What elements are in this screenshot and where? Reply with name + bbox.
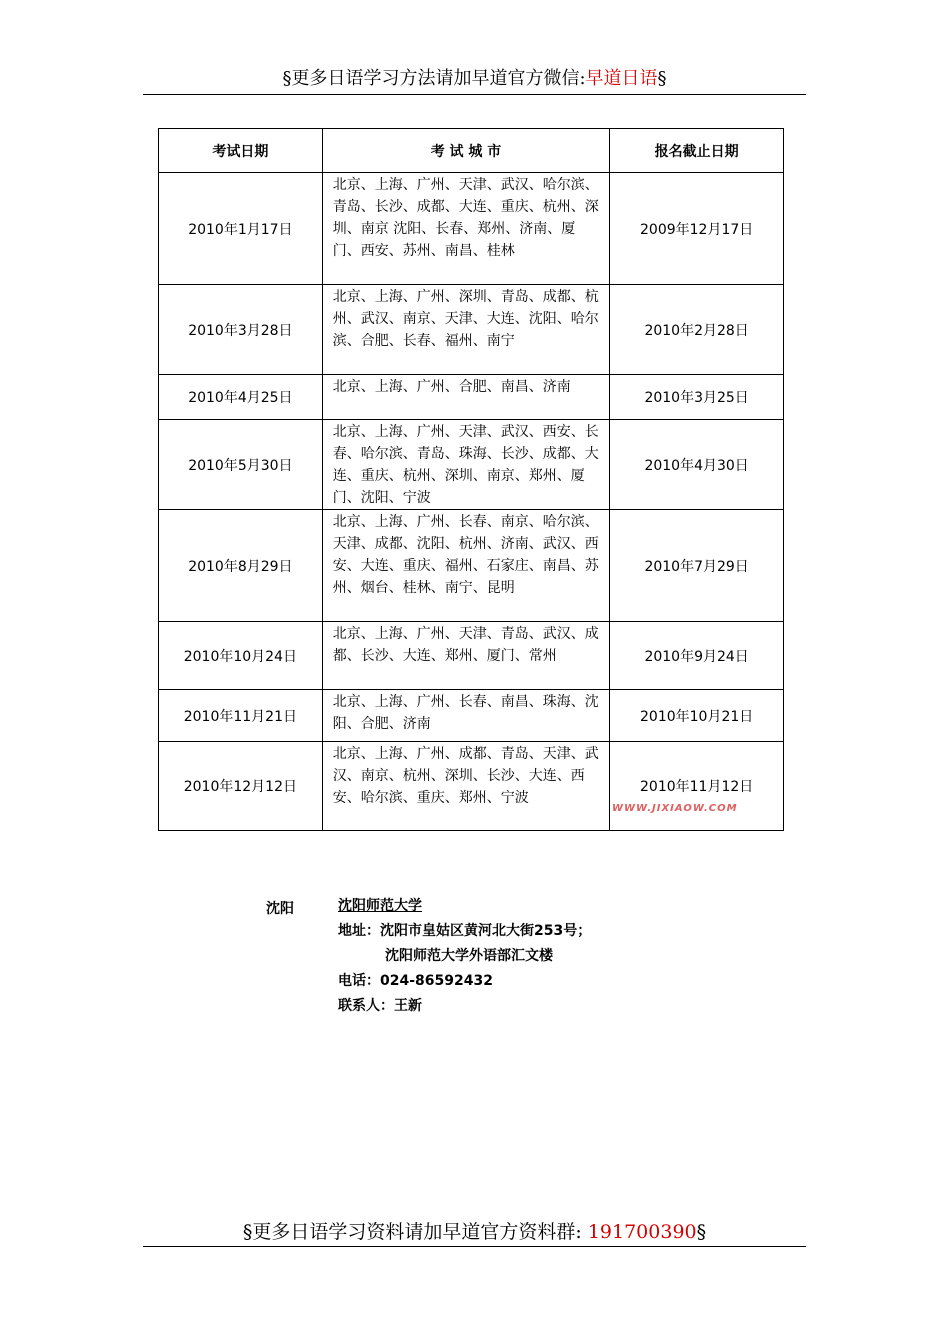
table-row xyxy=(159,742,784,831)
header-accent: 早道日语 xyxy=(585,68,658,89)
header-text: §更多日语学习方法请加早道官方微信: xyxy=(282,68,586,89)
table-row xyxy=(159,420,784,510)
exam-cities: 北京、上海、广州、天津、武汉、西安、长春、哈尔滨、青岛、珠海、长沙、成都、大连、重庆、杭州、深圳、南京、郑州、厦门、沈阳、宁波 xyxy=(322,420,610,510)
registration-deadline: 2010年3月25日 xyxy=(610,375,784,420)
address-line-2: 沈阳师范大学外语部汇文楼 xyxy=(385,948,553,964)
table-row xyxy=(159,690,784,742)
exam-schedule-table xyxy=(158,128,784,831)
contact-person: 联系人：王新 xyxy=(338,998,422,1014)
col-header-deadline: 报名截止日期 xyxy=(610,129,784,173)
exam-date: 2010年3月28日 xyxy=(159,285,323,375)
exam-date: 2010年8月29日 xyxy=(159,510,323,622)
contact-city: 沈阳 xyxy=(266,901,294,917)
site-watermark: WWW.JIXIAOW.COM xyxy=(612,803,738,814)
table-row xyxy=(159,285,784,375)
exam-cities: 北京、上海、广州、长春、南京、哈尔滨、天津、成都、沈阳、杭州、济南、武汉、西安、大连、重庆、福州、石家庄、南昌、苏州、烟台、桂林、南宁、昆明 xyxy=(322,510,610,622)
exam-date: 2010年4月25日 xyxy=(159,375,323,420)
exam-cities: 北京、上海、广州、成都、青岛、天津、武汉、南京、杭州、深圳、长沙、大连、西安、哈尔滨、重庆、郑州、宁波 xyxy=(322,742,610,831)
col-header-cities: 考 试 城 市 xyxy=(322,129,610,173)
page-footer xyxy=(143,1216,806,1247)
registration-deadline: 2010年4月30日 xyxy=(610,420,784,510)
address-line-1: 地址：沈阳市皇姑区黄河北大街253号； xyxy=(338,923,592,939)
registration-deadline: 2010年2月28日 xyxy=(610,285,784,375)
contact-details xyxy=(338,894,658,1019)
table-row xyxy=(159,510,784,622)
exam-cities: 北京、上海、广州、长春、南昌、珠海、沈阳、合肥、济南 xyxy=(322,690,610,742)
footer-accent: 191700390 xyxy=(587,1221,697,1243)
exam-cities: 北京、上海、广州、天津、武汉、哈尔滨、青岛、长沙、成都、大连、重庆、杭州、深圳、南京 沈阳、长春、郑州、济南、厦门、西安、苏州、南昌、桂林 xyxy=(322,173,610,285)
exam-date: 2010年10月24日 xyxy=(159,622,323,690)
footer-tail: § xyxy=(696,1221,707,1243)
page-header xyxy=(143,64,806,95)
exam-cities: 北京、上海、广州、合肥、南昌、济南 xyxy=(322,375,610,420)
exam-date: 2010年1月17日 xyxy=(159,173,323,285)
registration-deadline: 2010年9月24日 xyxy=(610,622,784,690)
table-header-row xyxy=(159,129,784,173)
exam-cities: 北京、上海、广州、天津、青岛、武汉、成都、长沙、大连、郑州、厦门、常州 xyxy=(322,622,610,690)
registration-deadline: 2010年7月29日 xyxy=(610,510,784,622)
header-tail: § xyxy=(657,68,667,89)
registration-deadline: 2010年11月12日 xyxy=(610,742,784,831)
exam-cities: 北京、上海、广州、深圳、青岛、成都、杭州、武汉、南京、天津、大连、沈阳、哈尔滨、合肥、长春、福州、南宁 xyxy=(322,285,610,375)
table-row xyxy=(159,622,784,690)
exam-date: 2010年12月12日 xyxy=(159,742,323,831)
exam-date: 2010年11月21日 xyxy=(159,690,323,742)
phone-number: 电话：024-86592432 xyxy=(338,973,493,989)
col-header-date: 考试日期 xyxy=(159,129,323,173)
table-row xyxy=(159,173,784,285)
table-row xyxy=(159,375,784,420)
footer-text: §更多日语学习资料请加早道官方资料群: xyxy=(242,1221,588,1243)
registration-deadline: 2009年12月17日 xyxy=(610,173,784,285)
exam-date: 2010年5月30日 xyxy=(159,420,323,510)
university-name: 沈阳师范大学 xyxy=(338,898,422,914)
registration-deadline: 2010年10月21日 xyxy=(610,690,784,742)
